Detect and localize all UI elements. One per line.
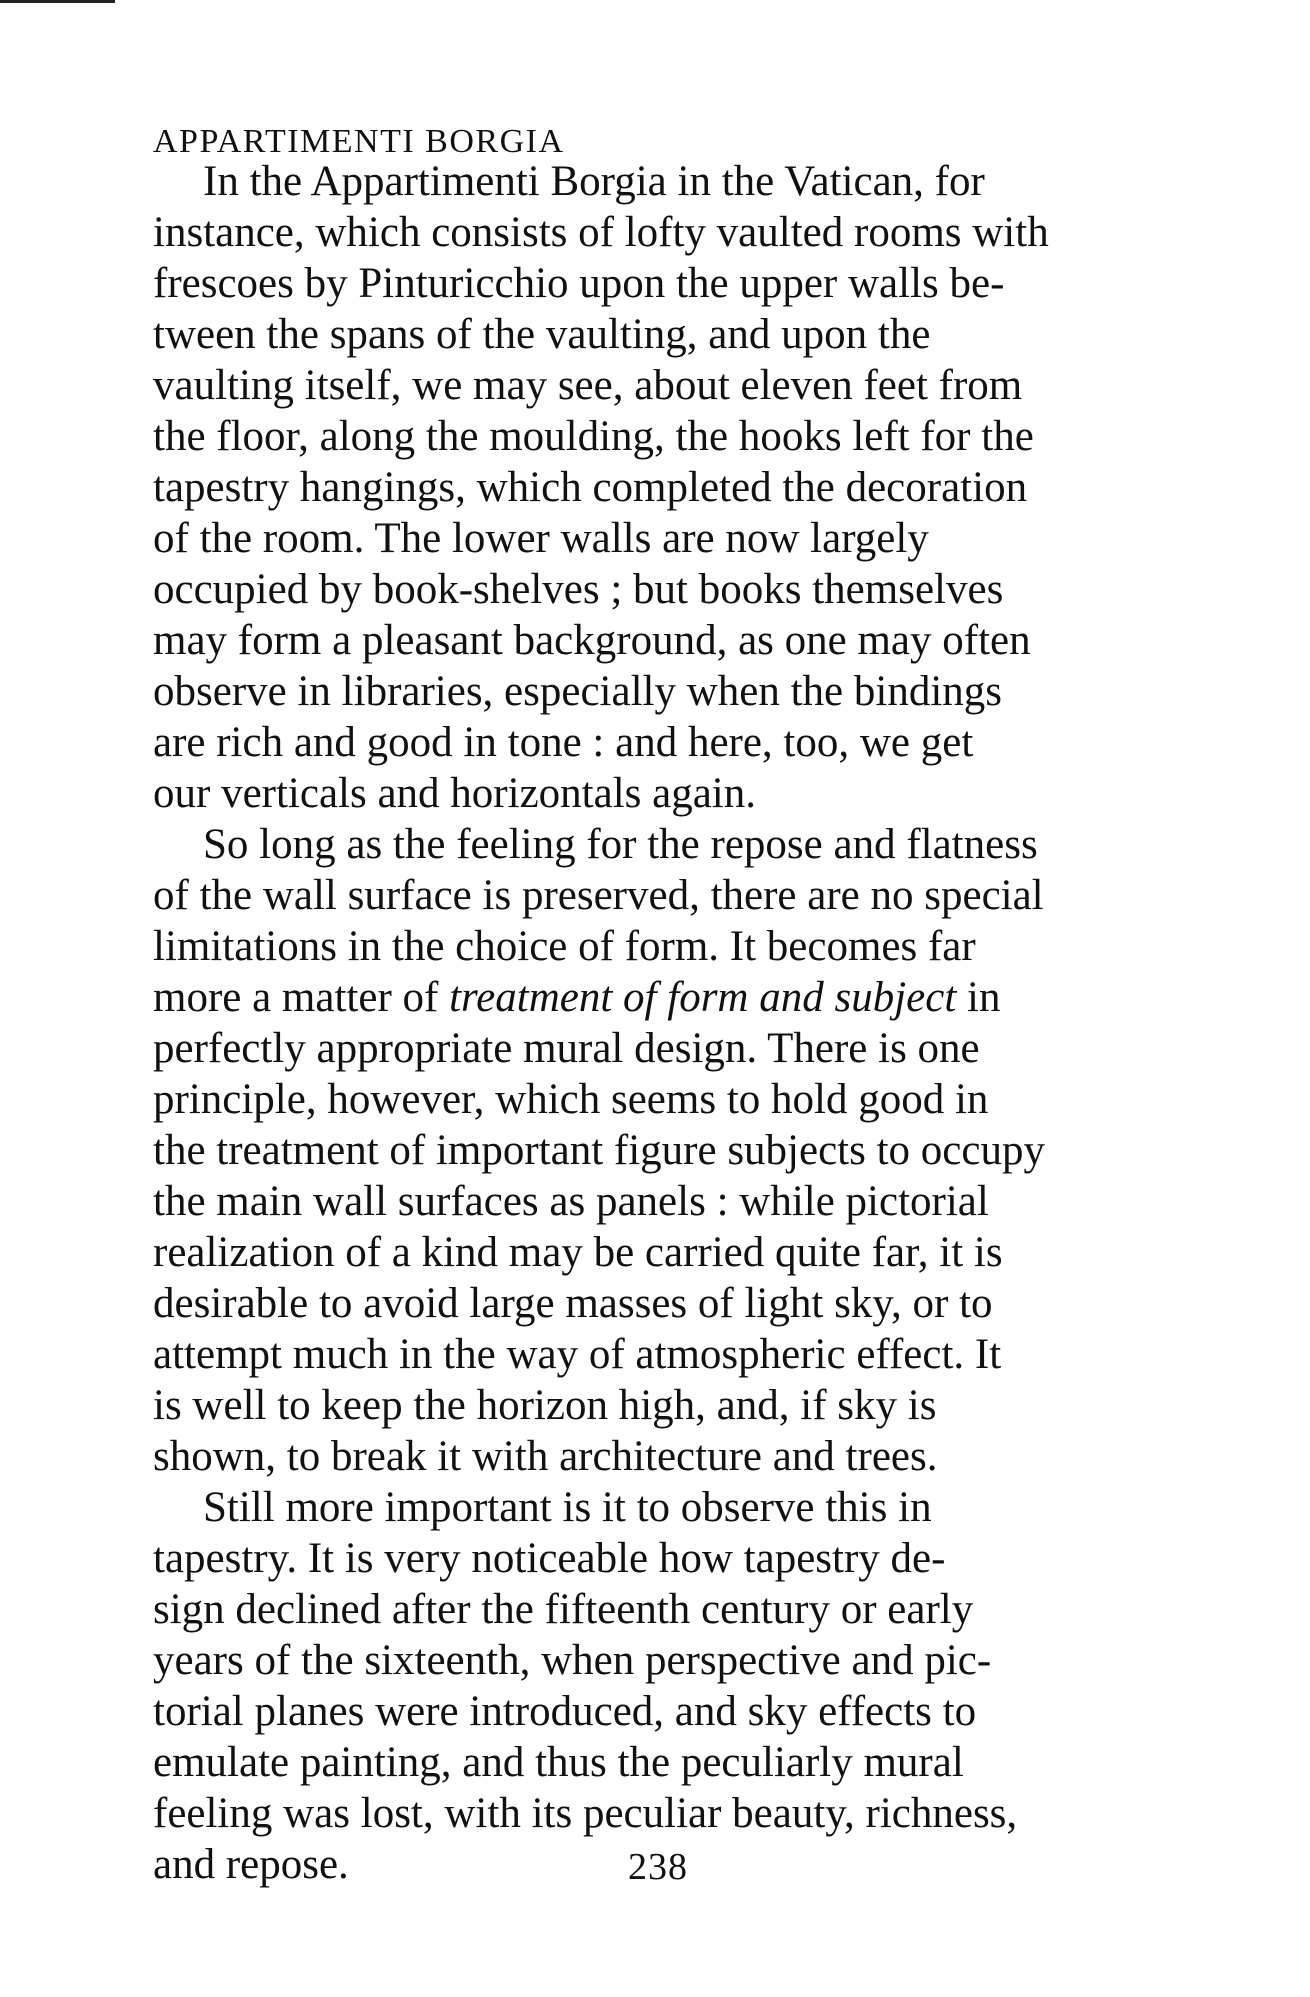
line-text-before-italic: more a matter of xyxy=(153,974,450,1021)
paragraph-1-line-2: instance, which consists of lofty vaulted rooms with xyxy=(153,209,1049,256)
paragraph-3-line-2: tapestry. It is very noticeable how tapestry de- xyxy=(153,1535,946,1582)
page-number: 238 xyxy=(628,1846,688,1888)
paragraph-2-line-1: So long as the feeling for the repose and flatness xyxy=(203,821,1038,868)
paragraph-2-line-11: attempt much in the way of atmospheric effect. It xyxy=(153,1331,1002,1378)
paragraph-2-line-7: the treatment of important figure subjects to occupy xyxy=(153,1127,1045,1174)
paragraph-1-line-11: observe in libraries, especially when the bindings xyxy=(153,668,1003,715)
paragraph-1-line-5: vaulting itself, we may see, about eleven feet from xyxy=(153,362,1023,409)
paragraph-1-line-6: the floor, along the moulding, the hooks left for the xyxy=(153,413,1034,460)
paragraph-1-line-1: In the Appartimenti Borgia in the Vatican, for xyxy=(203,158,985,205)
paragraph-2-line-10: desirable to avoid large masses of light sky, or to xyxy=(153,1280,993,1327)
paragraph-2-line-3: limitations in the choice of form. It becomes far xyxy=(153,923,976,970)
italic-phrase: treatment of form and subject xyxy=(449,974,957,1021)
paragraph-1-line-3: frescoes by Pinturicchio upon the upper walls be- xyxy=(153,260,1005,307)
paragraph-2-line-2: of the wall surface is preserved, there are no special xyxy=(153,872,1044,919)
paragraph-3-line-6: emulate painting, and thus the peculiarly mural xyxy=(153,1739,964,1786)
scan-edge-rule xyxy=(0,0,115,3)
paragraph-2-line-8: the main wall surfaces as panels : while pictorial xyxy=(153,1178,989,1225)
paragraph-1-line-13: our verticals and horizontals again. xyxy=(153,770,756,817)
line-text-after-italic: in xyxy=(956,974,1001,1021)
paragraph-3-line-5: torial planes were introduced, and sky effects to xyxy=(153,1688,977,1735)
paragraph-1-line-7: tapestry hangings, which completed the decoration xyxy=(153,464,1028,511)
paragraph-3-line-1: Still more important is it to observe this in xyxy=(203,1484,932,1531)
paragraph-2-line-9: realization of a kind may be carried quite far, it is xyxy=(153,1229,1003,1276)
paragraph-2-line-4 xyxy=(153,972,1000,1023)
paragraph-3-line-4: years of the sixteenth, when perspective and pic- xyxy=(153,1637,992,1684)
paragraph-3-line-3: sign declined after the fifteenth century or early xyxy=(153,1586,974,1633)
paragraph-2-line-5: perfectly appropriate mural design. There is one xyxy=(153,1025,980,1072)
running-header: APPARTIMENTI BORGIA xyxy=(153,123,565,160)
paragraph-2-line-13: shown, to break it with architecture and trees. xyxy=(153,1433,938,1480)
paragraph-1-line-9: occupied by book-shelves ; but books themselves xyxy=(153,566,1004,613)
paragraph-1-line-4: tween the spans of the vaulting, and upon the xyxy=(153,311,931,358)
paragraph-3-line-8: and repose. xyxy=(153,1841,349,1888)
paragraph-3-line-7: feeling was lost, with its peculiar beauty, richness, xyxy=(153,1790,1018,1837)
paragraph-1-line-8: of the room. The lower walls are now largely xyxy=(153,515,929,562)
paragraph-2-line-12: is well to keep the horizon high, and, if sky is xyxy=(153,1382,937,1429)
paragraph-1-line-12: are rich and good in tone : and here, too, we get xyxy=(153,719,974,766)
paragraph-2-line-6: principle, however, which seems to hold good in xyxy=(153,1076,989,1123)
paragraph-1-line-10: may form a pleasant background, as one may often xyxy=(153,617,1031,664)
